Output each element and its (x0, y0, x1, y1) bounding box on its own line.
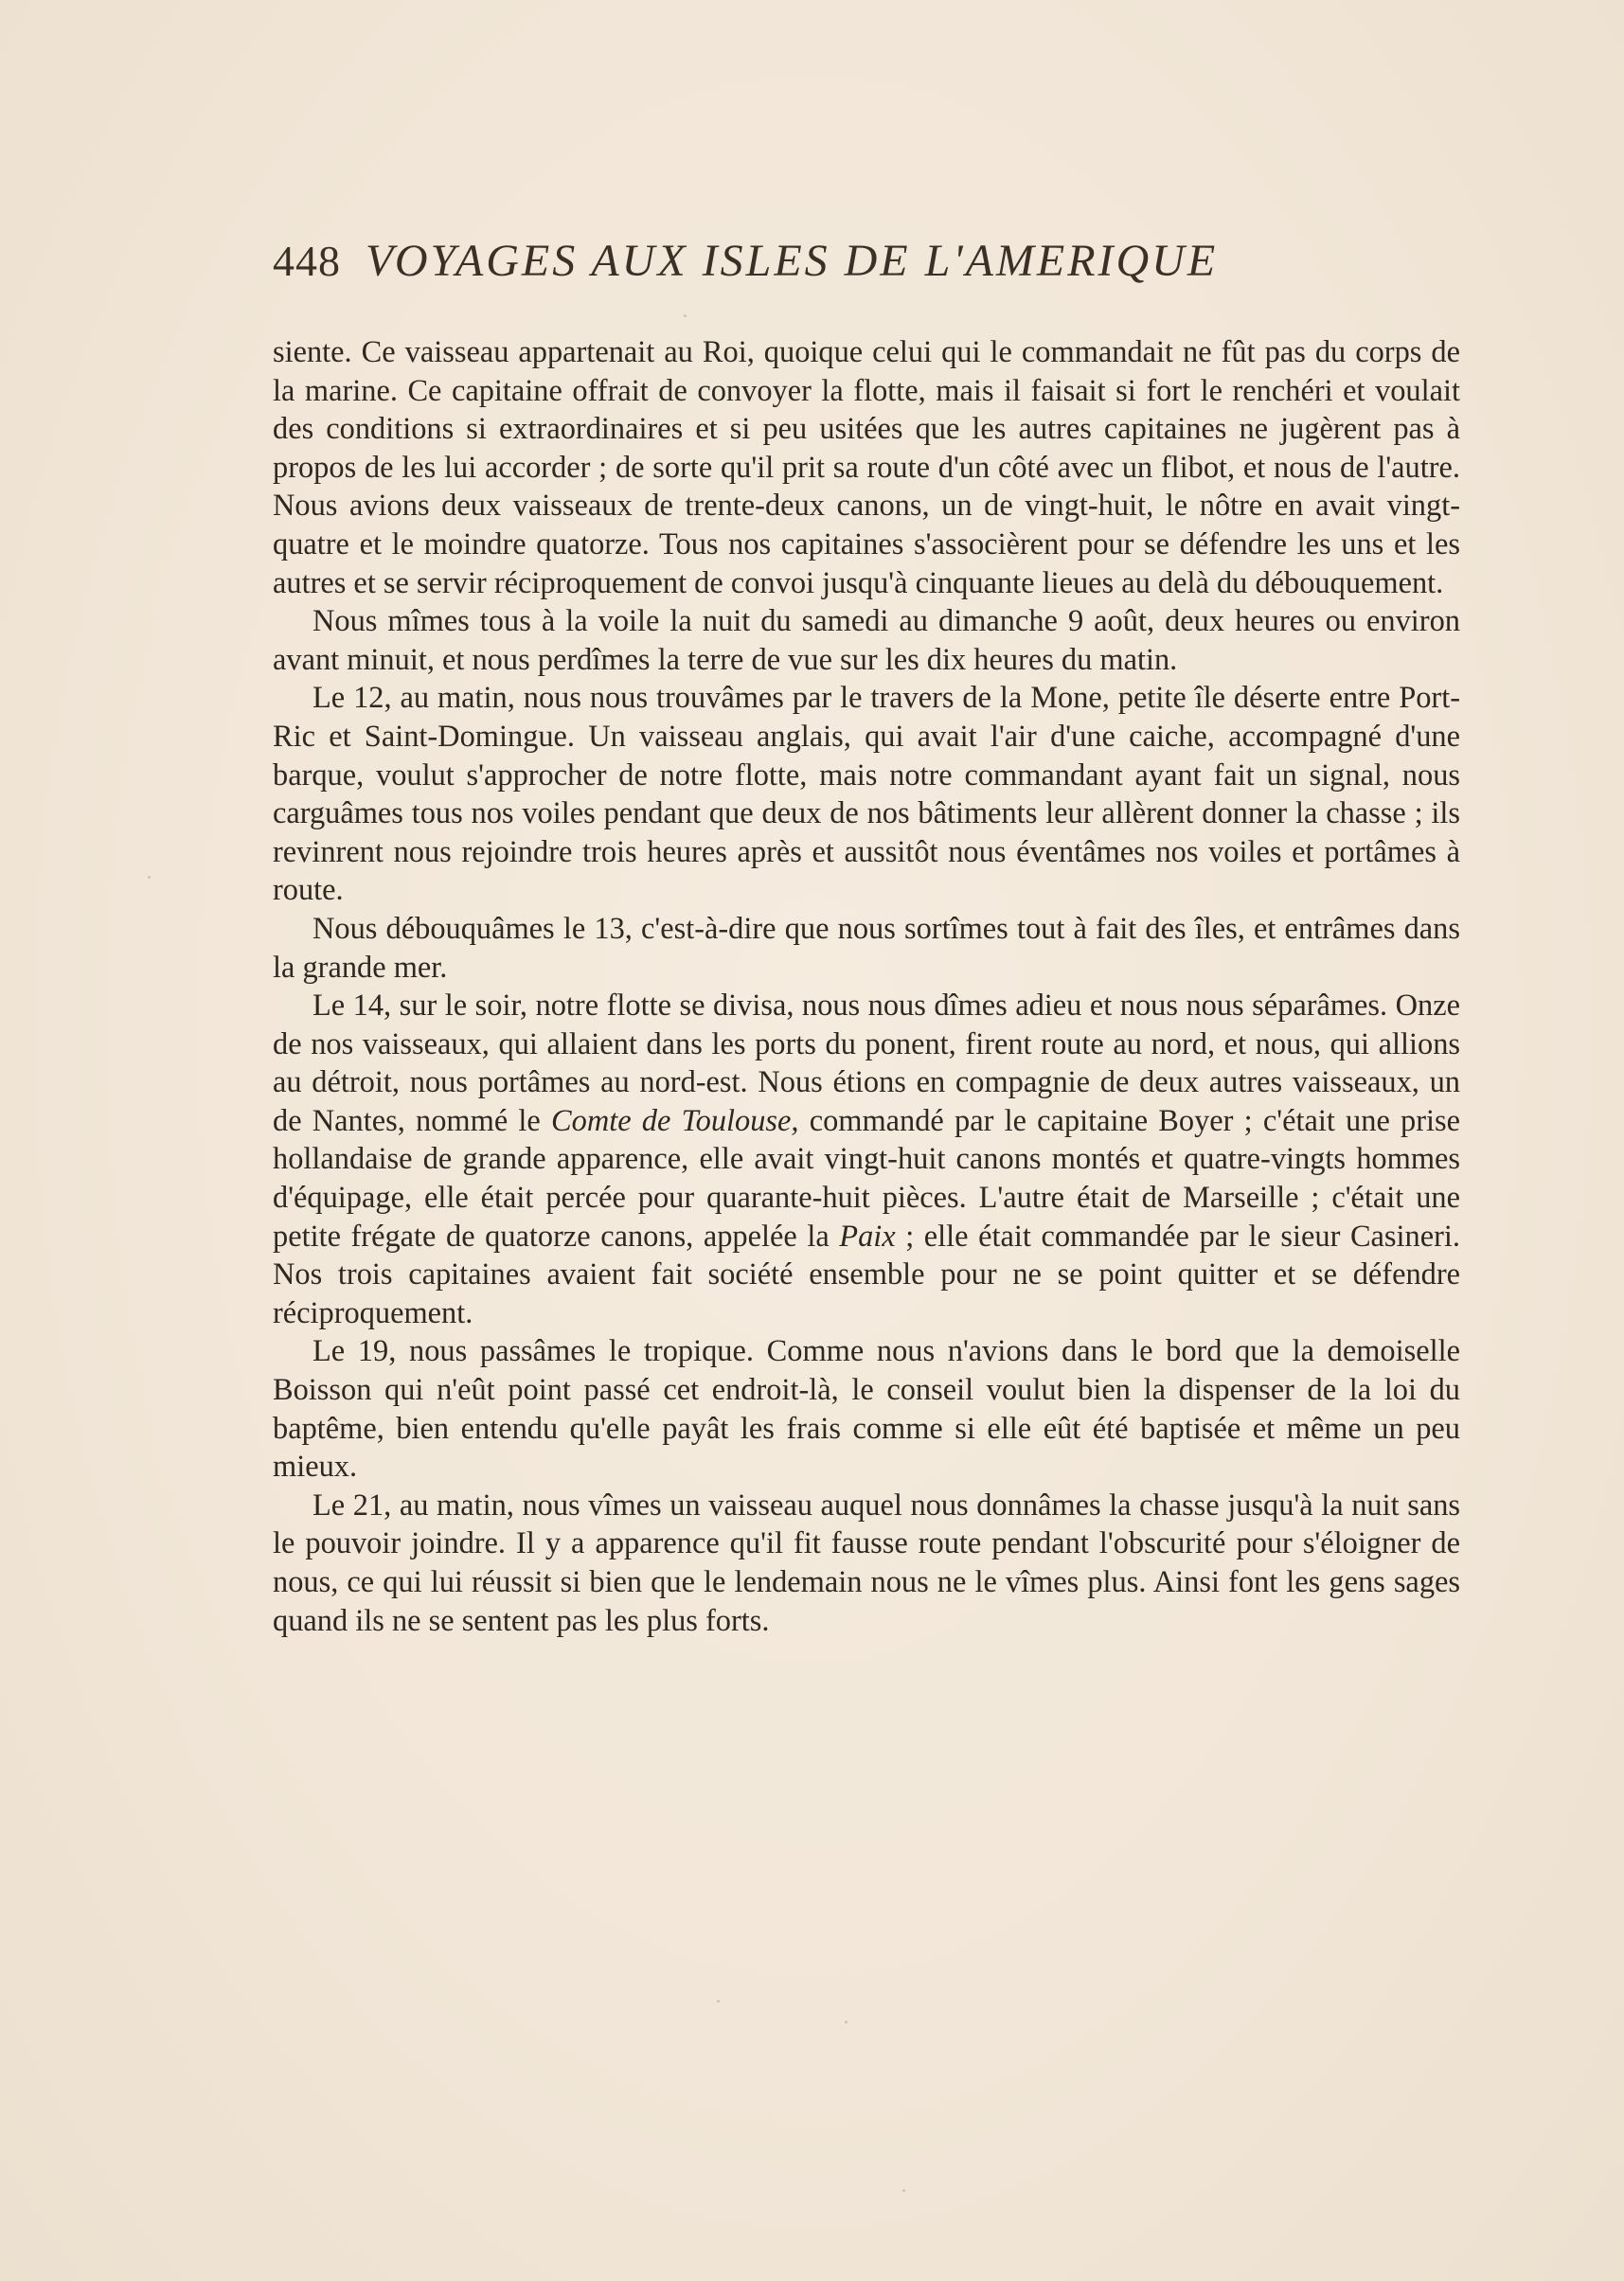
text-segment: Le 14, sur le soir, notre flotte se divisa, nous nous dîmes adieu et nous nous séparâmes. Onze de nos vaisseaux, qui allaient dans les ports du ponent, firent route au nord, et nous, qui allions au détroit, nous portâmes au nord-est. Nous étions en compagnie de deux autres vaisseaux, un de Nantes, nommé le (273, 989, 1460, 1138)
body-text (273, 333, 1460, 1640)
paper-speck (902, 2189, 905, 2192)
paragraph (273, 602, 1460, 679)
paragraph (273, 987, 1460, 1332)
paragraph (273, 910, 1460, 987)
text-segment: Nous débouquâmes le 13, c'est-à-dire que nous sortîmes tout à fait des îles, et entrâmes dans la grande mer. (273, 911, 1460, 985)
paragraph (273, 1487, 1460, 1640)
paragraph (273, 333, 1460, 602)
text-segment: Le 19, nous passâmes le tropique. Comme nous n'avions dans le bord que la demoiselle Boisson qui n'eût point passé cet endroit-là, le conseil voulut bien la dispenser de la loi du baptême, bien entendu qu'elle payât les frais comme si elle eût été baptisée et même un peu mieux. (273, 1334, 1460, 1485)
text-segment: Le 21, au matin, nous vîmes un vaisseau auquel nous donnâmes la chasse jusqu'à la nuit sans le pouvoir joindre. Il y a apparence qu'il fit fausse route pendant l'obscurité pour s'éloigner de nous, ce qui lui réussit si bien que le lendemain nous ne le vîmes plus. Ainsi font les gens sages quand ils ne se sentent pas les plus forts. (273, 1488, 1460, 1638)
paper-speck (148, 876, 151, 879)
text-segment: Le 12, au matin, nous nous trouvâmes par le travers de la Mone, petite île déserte entre Port-Ric et Saint-Domingue. Un vaisseau anglais, qui avait l'air d'une caiche, accompagné d'une barque, voulut s'approcher de notre flotte, mais notre commandant ayant fait un signal, nous carguâmes tous nos voiles pendant que deux de nos bâtiments leur allèrent donner la chasse ; ils revinrent nous rejoindre trois heures après et aussitôt nous éventâmes nos voiles et portâmes à route. (273, 681, 1460, 908)
text-segment: ; elle était commandée par le sieur Casineri. Nos trois capitaines avaient fait société ensemble pour ne se point quitter et se défendre réciproquement. (273, 1219, 1460, 1330)
paper-speck (845, 2021, 848, 2023)
running-title: VOYAGES AUX ISLES DE L'AMERIQUE (366, 236, 1219, 286)
text-segment: commandé par le capitaine Boyer ; c'était une prise hollandaise de grande apparence, elle avait vingt-huit canons montés et quatre-vingts hommes d'équipage, elle était percée pour quarante-huit pièces. L'autre était de Marseille ; c'était une petite frégate de quatorze canons, appelée la (273, 1103, 1460, 1254)
text-segment: siente. Ce vaisseau appartenait au Roi, quoique celui qui le commandait ne fût pas du corps de la marine. Ce capitaine offrait de convoyer la flotte, mais il faisait si fort le renchéri et voulait des conditions si extraordinaires et si peu usitées que les autres capitaines ne jugèrent pas à propos de les lui accorder ; de sorte qu'il prit sa route d'un côté avec un flibot, et nous de l'autre. Nous avions deux vaisseaux de trente-deux canons, un de vingt-huit, le nôtre en avait vingt-quatre et le moindre quatorze. Tous nos capitaines s'associèrent pour se défendre les uns et les autres et se servir réciproquement de convoi jusqu'à cinquante lieues au delà du débouquement. (273, 335, 1460, 600)
text-segment: Nous mîmes tous à la voile la nuit du samedi au dimanche 9 août, deux heures ou environ avant minuit, et nous perdîmes la terre de vue sur les dix heures du matin. (273, 604, 1460, 677)
paper-speck (684, 314, 687, 317)
paragraph (273, 1332, 1460, 1486)
italic-text: Comte de Toulouse, (551, 1103, 799, 1138)
italic-text: Paix (839, 1219, 896, 1254)
page-number: 448 (273, 237, 341, 285)
page-header (273, 235, 1466, 303)
paragraph (273, 679, 1460, 910)
paper-speck (717, 2000, 720, 2003)
